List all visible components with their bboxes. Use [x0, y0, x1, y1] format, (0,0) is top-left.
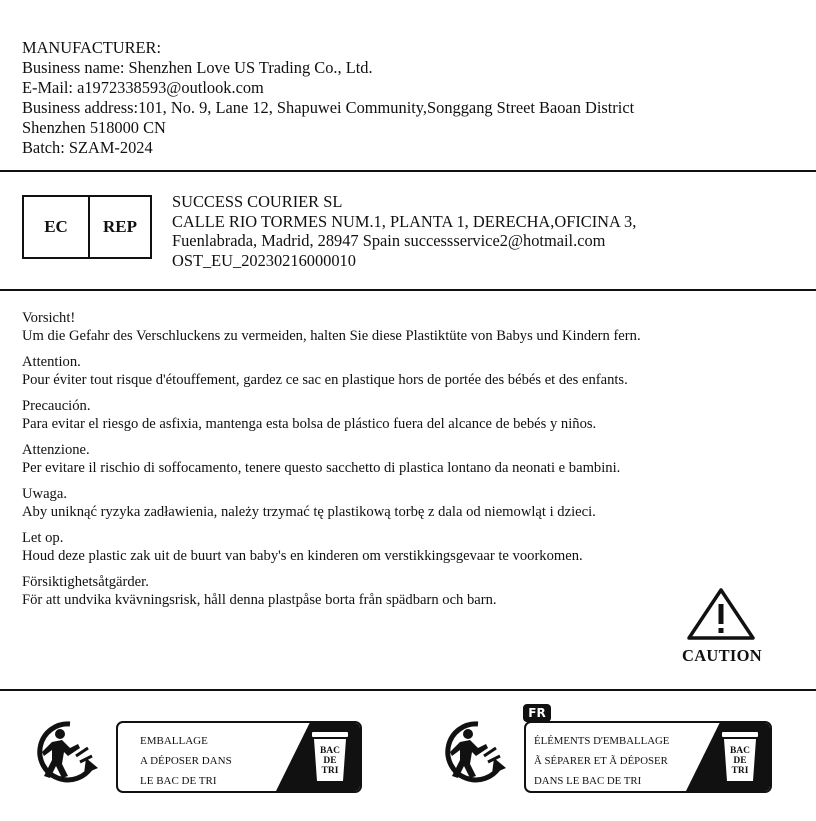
warning-title: Vorsicht! [22, 310, 76, 326]
recycling-bin-icon [310, 729, 350, 785]
sorting-line: Ã SÉPARER ET Ã DÉPOSER [534, 755, 668, 767]
bin-text: TRI [321, 766, 339, 776]
batch: Batch: SZAM-2024 [22, 138, 153, 157]
warning-title: Försiktighetsåtgärder. [22, 574, 149, 590]
triman-icon [30, 718, 102, 784]
ec-rep-block [172, 192, 636, 270]
sorting-line: A DÉPOSER DANS [140, 755, 232, 767]
warning-triangle-icon [686, 587, 756, 641]
bin-panel [686, 723, 770, 791]
warning-text: Pour éviter tout risque d'étouffement, gardez ce sac en plastique hors de portée des bébés et des enfants. [22, 372, 628, 388]
warning-title: Precaución. [22, 398, 91, 414]
warning-text: Houd deze plastic zak uit de buurt van baby's en kinderen om verstikkingsgevaar te voorkomen. [22, 548, 583, 564]
warning-title: Attention. [22, 354, 81, 370]
warnings-list [22, 309, 641, 617]
warning-text: Per evitare il rischio di soffocamento, tenere questo sacchetto di plastica lontano da neonati e bambini. [22, 460, 621, 476]
warning-item [22, 353, 641, 389]
warning-item [22, 309, 641, 345]
bin-text: TRI [731, 766, 749, 776]
bin-text: BAC [729, 746, 751, 756]
bin-panel [276, 723, 360, 791]
warning-title: Let op. [22, 530, 64, 546]
rep-label: REP [103, 217, 137, 236]
ec-rep-address-line2: Fuenlabrada, Madrid, 28947 Spain successservice2@hotmail.com [172, 231, 606, 251]
business-address-line2: Shenzhen 518000 CN [22, 118, 166, 137]
sorting-text [534, 731, 669, 791]
manufacturer-block [22, 38, 634, 158]
warning-item [22, 485, 641, 521]
sorting-label-left [116, 721, 362, 793]
business-address-line1: Business address:101, No. 9, Lane 12, Shapuwei Community,Songgang Street Baoan District [22, 98, 635, 117]
recycling-bin-icon [720, 729, 760, 785]
caution-label: CAUTION [681, 646, 763, 665]
manufacturer-heading: MANUFACTURER: [22, 38, 162, 57]
business-name: Business name: Shenzhen Love US Trading Co., Ltd. [22, 58, 373, 77]
bin-text: BAC [319, 746, 341, 756]
warning-item [22, 397, 641, 433]
bin-text: DE [733, 756, 747, 766]
bin-text: DE [323, 756, 337, 766]
warning-text: Para evitar el riesgo de asfixia, mantenga esta bolsa de plástico fuera del alcance de bebés y niños. [22, 416, 597, 432]
sorting-line: LE BAC DE TRI [140, 775, 217, 787]
sorting-line: EMBALLAGE [140, 735, 208, 747]
triman-icon [438, 718, 510, 784]
sorting-line: DANS LE BAC DE TRI [534, 775, 642, 787]
warning-title: Uwaga. [22, 486, 67, 502]
divider [0, 689, 816, 691]
divider [0, 170, 816, 172]
warning-item [22, 573, 641, 609]
sorting-text [140, 731, 232, 791]
warning-text: Um die Gefahr des Verschluckens zu vermeiden, halten Sie diese Plastiktüte von Babys und Kindern fern. [22, 328, 641, 344]
warning-item [22, 441, 641, 477]
ec-rep-company: SUCCESS COURIER SL [172, 192, 343, 211]
ec-rep-code: OST_EU_20230216000010 [172, 250, 356, 270]
warning-text: För att undvika kvävningsrisk, håll denna plastpåse borta från spädbarn och barn. [22, 592, 497, 608]
warning-item [22, 529, 641, 565]
email: E-Mail: a1972338593@outlook.com [22, 78, 264, 97]
warning-text: Aby uniknąć ryzyka zadławienia, należy trzymać tę plastikową torbę z dala od niemowląt i dzieci. [22, 504, 596, 520]
divider [0, 289, 816, 291]
fr-tag: FR [523, 704, 551, 722]
ec-label: EC [24, 197, 90, 257]
ec-rep-address-line1: CALLE RIO TORMES NUM.1, PLANTA 1, DERECHA,OFICINA 3, [172, 211, 637, 231]
sorting-label-right [524, 721, 772, 793]
warning-title: Attenzione. [22, 442, 90, 458]
ec-rep-symbol [22, 195, 152, 259]
sorting-line: ÉLÉMENTS D'EMBALLAGE [534, 735, 670, 747]
